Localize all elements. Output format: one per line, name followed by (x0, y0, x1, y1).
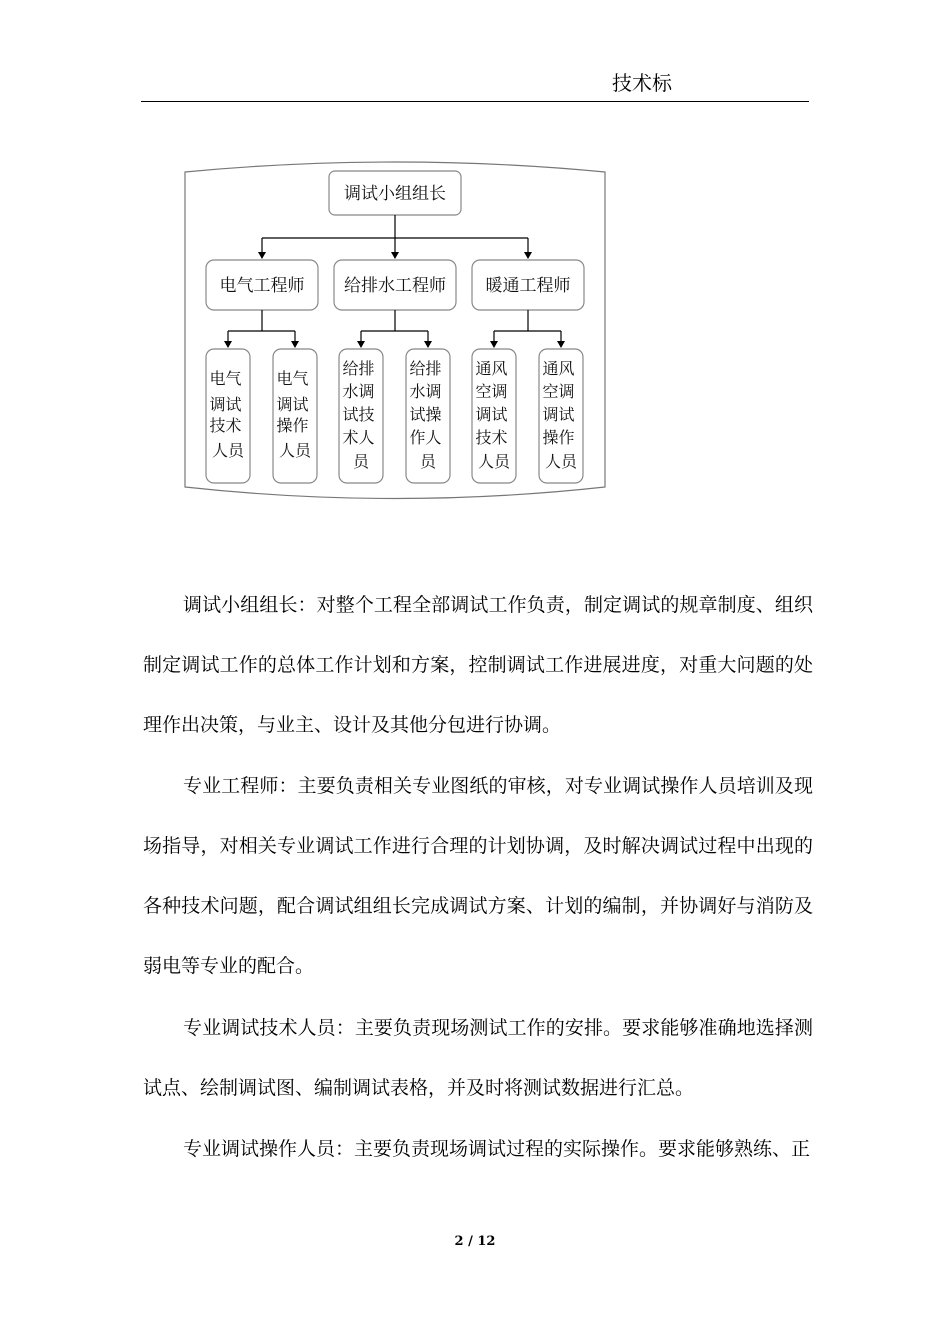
svg-text:电气 调试 技术 人员: 电气 调试 技术 人员 (209, 369, 245, 460)
svg-text:通风 空调 调试 操作: 通风 空调 调试 操作 人员 (542, 359, 578, 471)
paragraph-operator: 专业调试操作人员：主要负责现场调试过程的实际操作。要求能够熟练、正 (183, 1138, 811, 1160)
org-engineer-label-hvac: 暖通工程师 (485, 276, 571, 296)
svg-text:给排 水调 试操 作人: 给排 水调 试操 作人 员 (409, 359, 442, 471)
org-staff-electrical-operator (273, 349, 317, 483)
header-title: 技术标 (612, 71, 672, 95)
paragraph-team-leader: 调试小组组长：对整个工程全部调试工作负责，制定调试的规章制度、组织制定调试工作的总体工作计划和方案，控制调试工作进展进度，对重大问题的处理作出决策，与业主、设计及其他分包进行协调。 (143, 594, 813, 736)
paragraph-technician: 专业调试技术人员：主要负责现场测试工作的安排。要求能够准确地选择测试点、绘制调试图、编制调试表格，并及时将测试数据进行汇总。 (143, 1017, 813, 1099)
org-staff-electrical-tech (206, 349, 250, 483)
page-number: 2 / 12 (454, 1234, 496, 1249)
svg-text:电气 调试 操作 人员: 电气 调试 操作 人员 (276, 369, 312, 460)
svg-text:通风 空调 调试 技术: 通风 空调 调试 技术 人员 (475, 359, 511, 471)
org-staff-plumbing-operator (406, 349, 450, 483)
org-staff-hvac-tech (472, 349, 516, 483)
paragraph-engineer: 专业工程师：主要负责相关专业图纸的审核，对专业调试操作人员培训及现场指导，对相关专业调试工作进行合理的计划协调，及时解决调试过程中出现的各种技术问题，配合调试组组长完成调试方案、计划的编制，并协调好与消防及弱电等专业的配合。 (143, 775, 813, 977)
org-staff-hvac-operator (539, 349, 583, 483)
org-chart (0, 0, 950, 560)
svg-text:给排 水调 试技 术人: 给排 水调 试技 术人 员 (342, 359, 375, 471)
org-root-label: 调试小组组长 (344, 184, 446, 204)
org-engineer-label-electrical: 电气工程师 (219, 276, 305, 296)
org-engineer-label-plumbing: 给排水工程师 (344, 276, 446, 296)
org-staff-plumbing-tech (339, 349, 383, 483)
